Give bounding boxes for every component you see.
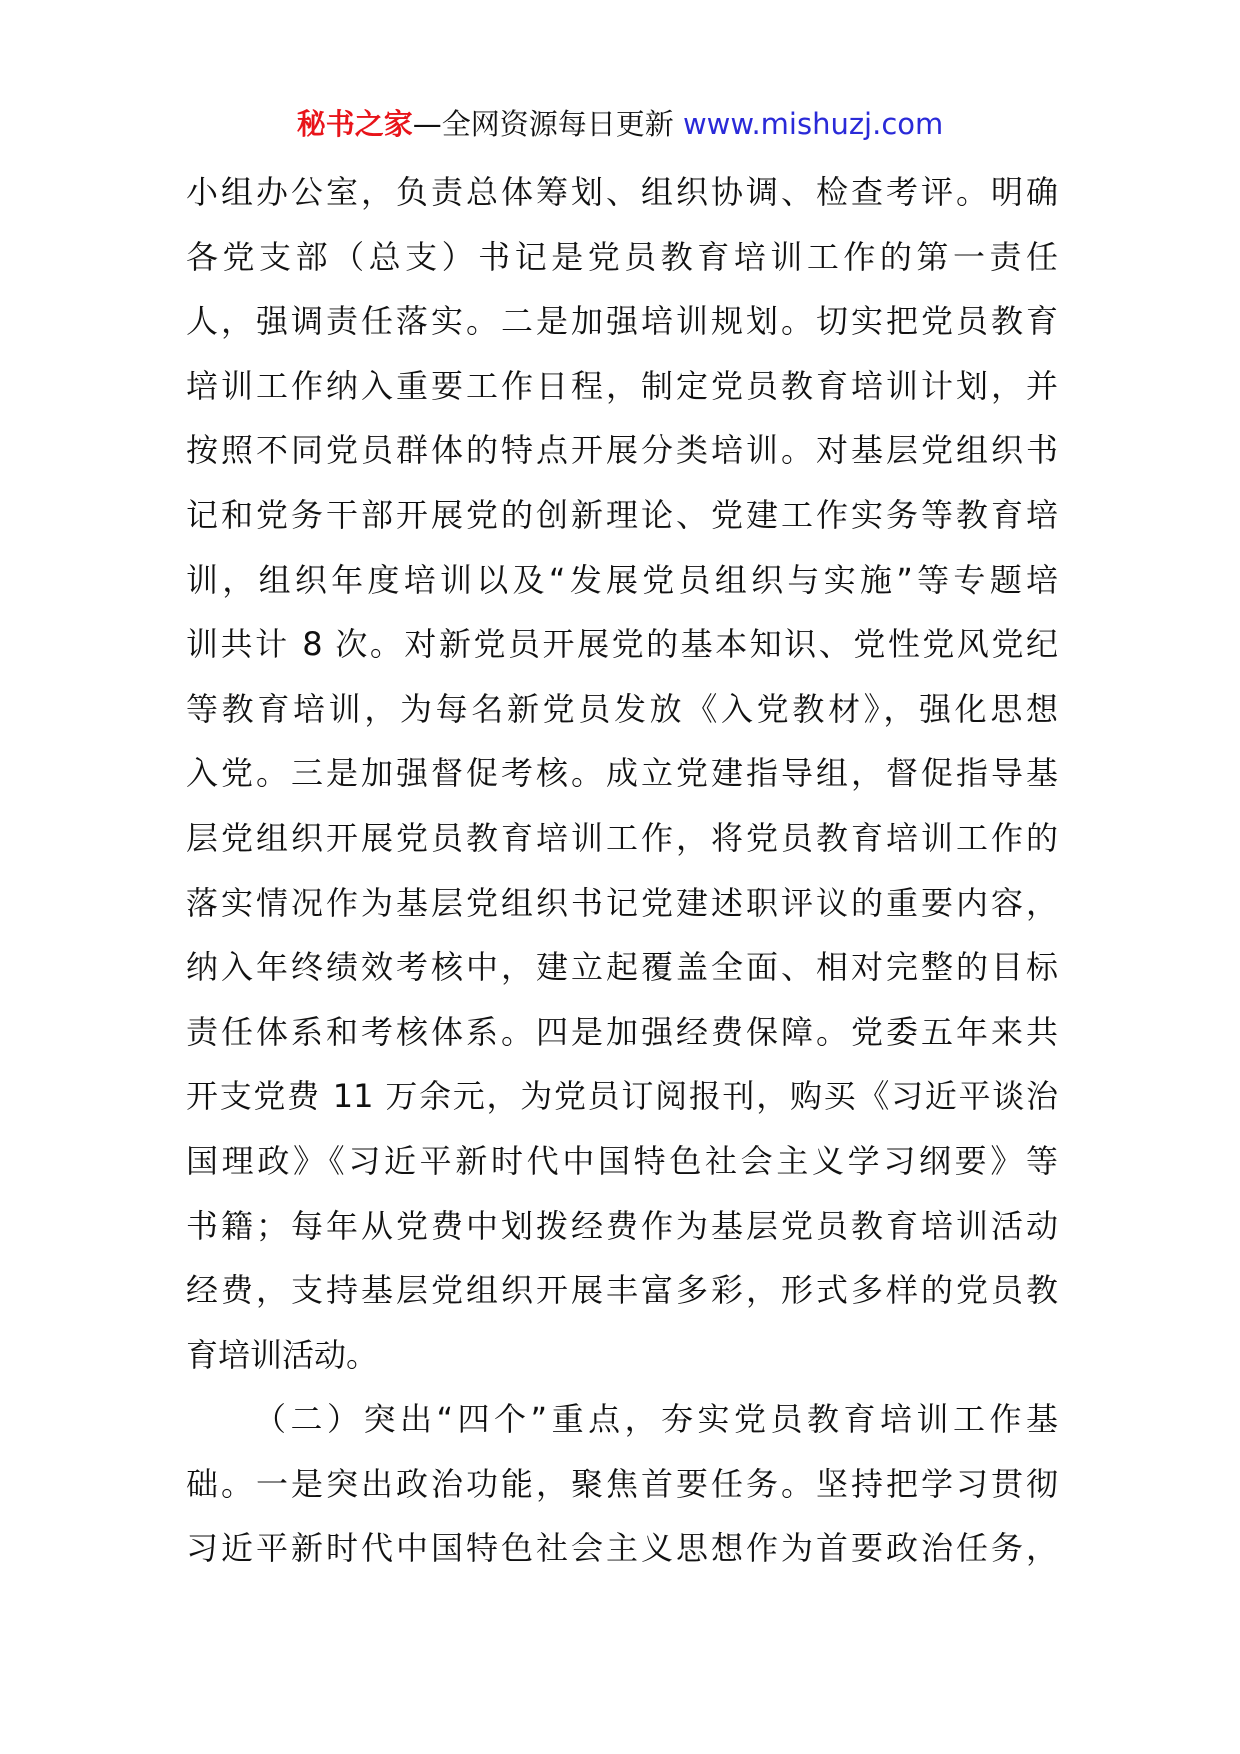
text-line: 小组办公室，负责总体筹划、组织协调、检查考评。明确 xyxy=(186,173,1058,211)
page-header xyxy=(0,102,1240,146)
text-line: 纳入年终绩效考核中，建立起覆盖全面、相对完整的目标 xyxy=(186,948,1058,987)
site-url-link[interactable]: www.mishuzj.com xyxy=(682,107,944,141)
text-line: 等教育培训，为每名新党员发放《入党教材》，强化思想 xyxy=(186,689,1058,728)
text-line: 记和党务干部开展党的创新理论、党建工作实务等教育培 xyxy=(186,495,1058,534)
text-line: 经费，支持基层党组织开展丰富多彩，形式多样的党员教 xyxy=(186,1271,1058,1310)
document-body xyxy=(186,160,1058,1581)
text-line: 入党。三是加强督促考核。成立党建指导组，督促指导基 xyxy=(186,754,1058,793)
text-line: 层党组织开展党员教育培训工作，将党员教育培训工作的 xyxy=(186,818,1058,857)
site-tagline: —全网资源每日更新 xyxy=(412,107,674,141)
text-line: 培训工作纳入重要工作日程，制定党员教育培训计划，并 xyxy=(186,366,1058,405)
text-line: 书籍；每年从党费中划拨经费作为基层党员教育培训活动 xyxy=(186,1206,1058,1245)
section-heading-line: （二）突出“四个”重点，夯实党员教育培训工作基 xyxy=(254,1400,1058,1439)
text-line: 按照不同党员群体的特点开展分类培训。对基层党组织书 xyxy=(186,431,1058,470)
text-line: 人，强调责任落实。二是加强培训规划。切实把党员教育 xyxy=(186,302,1058,341)
text-line: 开支党费 11 万余元，为党员订阅报刊，购买《习近平谈治 xyxy=(186,1077,1058,1116)
text-line: 训共计 8 次。对新党员开展党的基本知识、党性党风党纪 xyxy=(186,625,1058,664)
text-line: 础。一是突出政治功能，聚焦首要任务。坚持把学习贯彻 xyxy=(186,1464,1058,1503)
text-line: 各党支部（总支）书记是党员教育培训工作的第一责任 xyxy=(186,237,1058,276)
text-line: 落实情况作为基层党组织书记党建述职评议的重要内容， xyxy=(186,883,1058,922)
text-line: 责任体系和考核体系。四是加强经费保障。党委五年来共 xyxy=(186,1012,1058,1051)
text-line: 国理政》《习近平新时代中国特色社会主义学习纲要》等 xyxy=(186,1141,1058,1180)
site-brand: 秘书之家 xyxy=(296,107,413,141)
text-line: 习近平新时代中国特色社会主义思想作为首要政治任务， xyxy=(186,1529,1058,1568)
paragraph-end-line: 育培训活动。 xyxy=(186,1335,379,1374)
text-line: 训，组织年度培训以及“发展党员组织与实施”等专题培 xyxy=(186,560,1058,599)
